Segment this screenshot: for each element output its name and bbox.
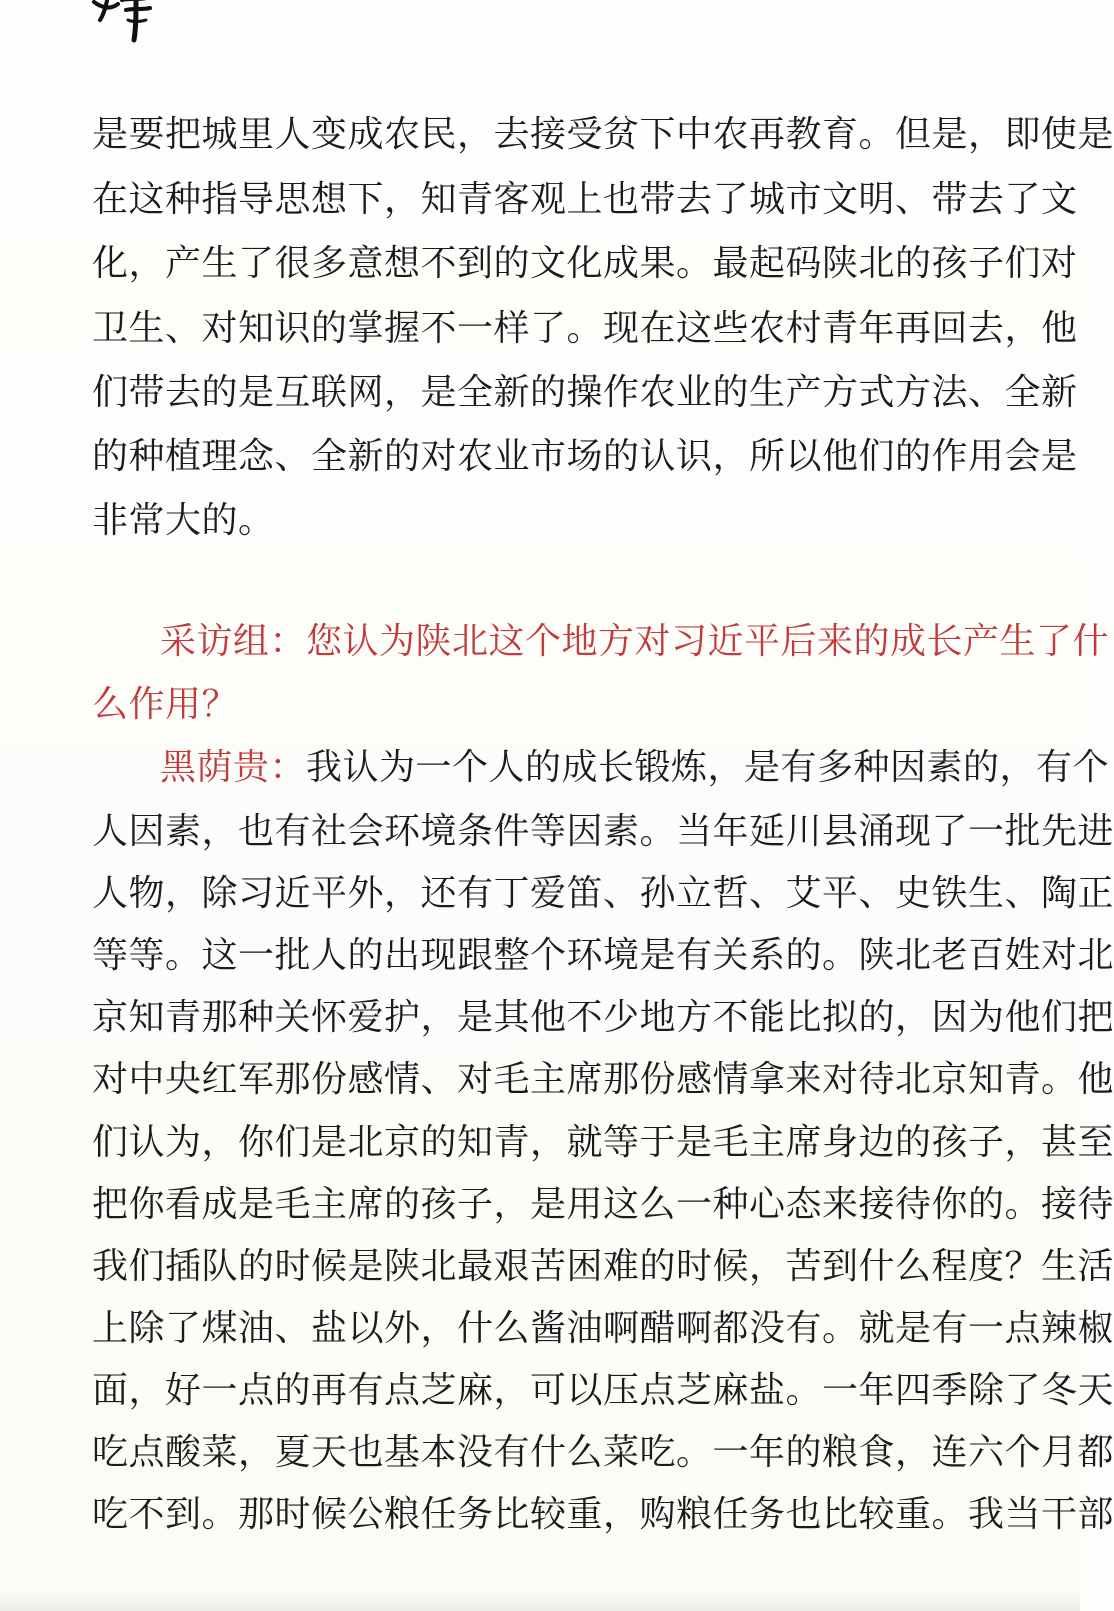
page-bottom-shadow <box>0 1589 1080 1611</box>
text-line: 等等。这一批人的出现跟整个环境是有关系的。陕北老百姓对北 <box>92 935 1114 976</box>
text-line: 吃不到。那时候公粮任务比较重，购粮任务也比较重。我当干部 <box>92 1494 1114 1535</box>
text-line: 人物，除习近平外，还有丁爱笛、孙立哲、艾平、史铁生、陶正 <box>92 873 1114 914</box>
text-line: 吃点酸菜，夏天也基本没有什么菜吃。一年的粮食，连六个月都 <box>92 1432 1114 1473</box>
calligraphy-title-mark-icon <box>88 0 158 50</box>
text-line: 是要把城里人变成农民，去接受贫下中农再教育。但是，即使是 <box>92 114 1114 155</box>
text-line: 的种植理念、全新的对农业市场的认识，所以他们的作用会是 <box>92 436 1078 477</box>
text-line: 非常大的。 <box>92 500 275 541</box>
question-line-first <box>160 615 1110 669</box>
text-line: 卫生、对知识的掌握不一样了。现在这些农村青年再回去，他 <box>92 308 1078 349</box>
text-line: 我们插队的时候是陕北最艰苦困难的时候，苦到什么程度？生活 <box>92 1246 1114 1287</box>
text-line: 们带去的是互联网，是全新的操作农业的生产方式方法、全新 <box>92 372 1078 413</box>
text-line: 在这种指导思想下，知青客观上也带去了城市文明、带去了文 <box>92 179 1078 220</box>
question-text: 您认为陕北这个地方对习近平后来的成长产生了什 <box>306 621 1110 662</box>
answer-text: 我认为一个人的成长锻炼，是有多种因素的，有个 <box>306 747 1110 788</box>
text-line: 人因素，也有社会环境条件等因素。当年延川县涌现了一批先进 <box>92 811 1114 852</box>
question-speaker-label: 采访组： <box>160 621 307 662</box>
answer-speaker-label: 黑荫贵： <box>160 747 307 788</box>
answer-line-first <box>160 741 1110 795</box>
text-line: 对中央红军那份感情、对毛主席那份感情拿来对待北京知青。他 <box>92 1059 1114 1100</box>
text-line: 把你看成是毛主席的孩子，是用这么一种心态来接待你的。接待 <box>92 1184 1114 1225</box>
text-line: 京知青那种关怀爱护，是其他不少地方不能比拟的，因为他们把 <box>92 997 1114 1038</box>
text-line: 面，好一点的再有点芝麻，可以压点芝麻盐。一年四季除了冬天 <box>92 1370 1114 1411</box>
text-line: 上除了煤油、盐以外，什么酱油啊醋啊都没有。就是有一点辣椒 <box>92 1308 1114 1349</box>
question-line: 么作用？ <box>92 684 239 725</box>
text-line: 化，产生了很多意想不到的文化成果。最起码陕北的孩子们对 <box>92 243 1078 284</box>
text-line: 们认为，你们是北京的知青，就等于是毛主席身边的孩子，甚至 <box>92 1122 1114 1163</box>
